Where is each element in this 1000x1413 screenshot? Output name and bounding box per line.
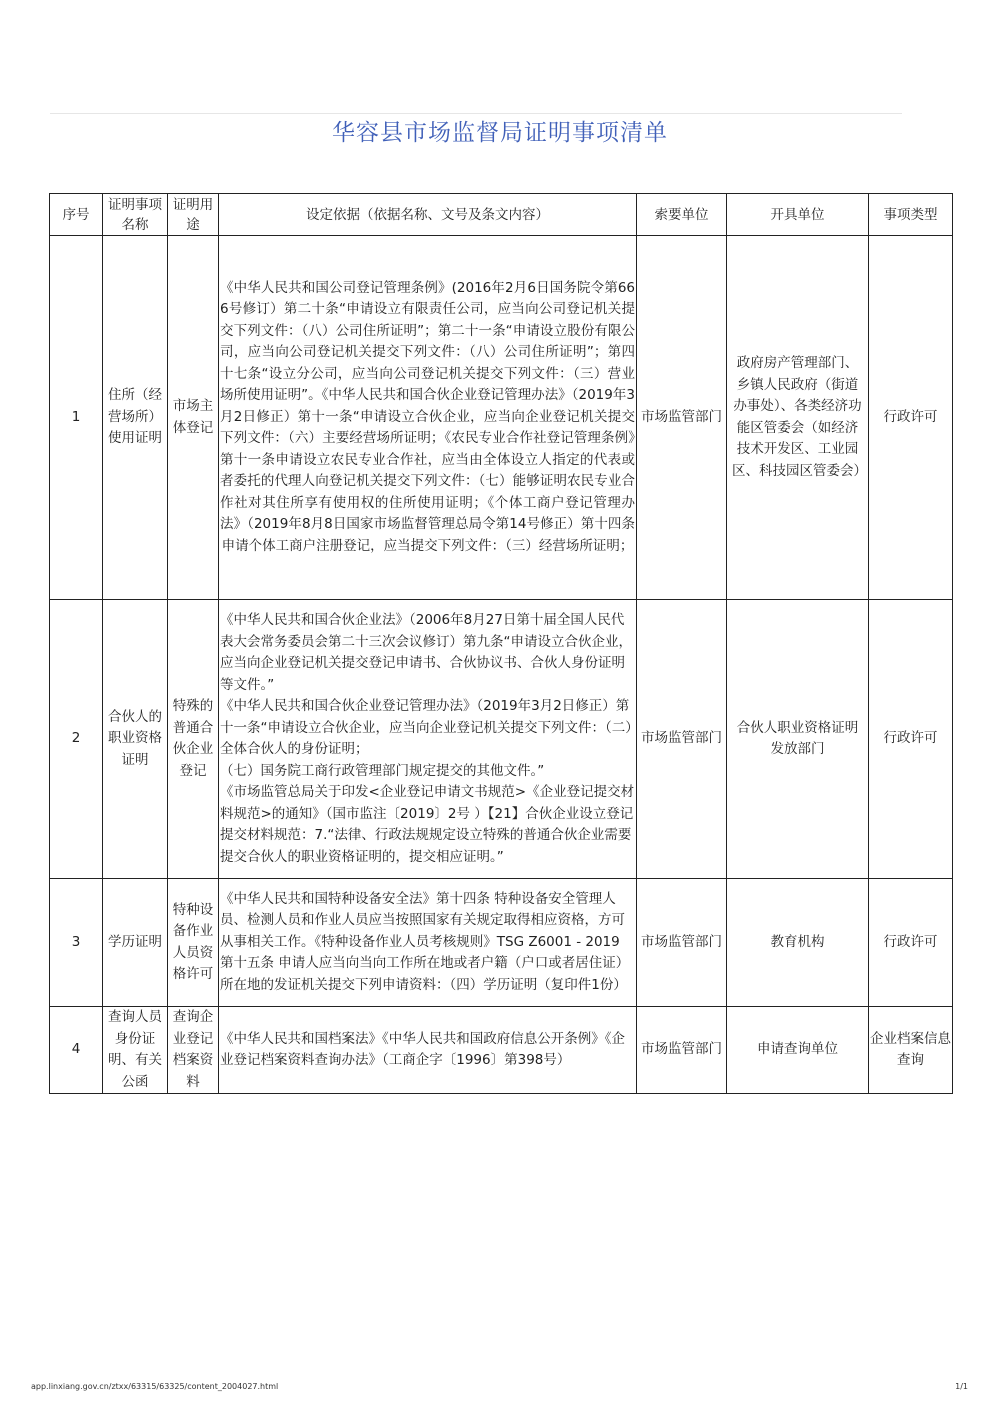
- row-requester: 市场监管部门: [637, 1007, 727, 1094]
- row-item-name: 学历证明: [103, 879, 168, 1007]
- row-purpose: 查询企业登记档案资料: [168, 1007, 219, 1094]
- table-row: [50, 236, 953, 600]
- header-purpose: 证明用途: [168, 194, 219, 236]
- footer-page-number: 1/1: [955, 1382, 968, 1391]
- row-seq: 1: [50, 236, 103, 600]
- row-seq: 4: [50, 1007, 103, 1094]
- row-requester: 市场监管部门: [637, 600, 727, 879]
- row-basis: [219, 879, 637, 1007]
- basis-paragraph: （七）国务院工商行政管理部门规定提交的其他文件。”: [220, 762, 545, 779]
- certification-items-table: [49, 193, 953, 1094]
- row-issuer: 教育机构: [727, 879, 869, 1007]
- header-issuer: 开具单位: [727, 194, 869, 236]
- row-basis: [219, 1007, 637, 1094]
- table-row: [50, 600, 953, 879]
- header-item-name: 证明事项名称: [103, 194, 168, 236]
- header-requester: 索要单位: [637, 194, 727, 236]
- row-item-type: 行政许可: [869, 600, 953, 879]
- table-row: [50, 1007, 953, 1094]
- row-purpose: 市场主体登记: [168, 236, 219, 600]
- table-header-row: [50, 194, 953, 236]
- table-row: [50, 879, 953, 1007]
- row-issuer: 合伙人职业资格证明发放部门: [727, 600, 869, 879]
- header-seq: 序号: [50, 194, 103, 236]
- basis-paragraph: 《中华人民共和国合伙企业法》（2006年8月27日第十届全国人民代表大会常务委员会第二十三次会议修订）第九条“申请设立合伙企业，应当向企业登记机关提交登记申请书、合伙协议书、合伙人身份证明等文件。”: [220, 612, 632, 693]
- basis-paragraph: 《中华人民共和国合伙企业登记管理办法》（2019年3月2日修正）第十一条“申请设立合伙企业，应当向企业登记机关提交下列文件：（二）全体合伙人的身份证明；: [220, 698, 632, 757]
- row-issuer: 政府房产管理部门、乡镇人民政府（街道办事处）、各类经济功能区管委会（如经济技术开发区、工业园区、科技园区管委会）: [727, 236, 869, 600]
- row-seq: 3: [50, 879, 103, 1007]
- row-basis: [219, 600, 637, 879]
- row-purpose: 特种设备作业人员资格许可: [168, 879, 219, 1007]
- row-item-name: 合伙人的职业资格证明: [103, 600, 168, 879]
- basis-paragraph: 《中华人民共和国特种设备安全法》第十四条 特种设备安全管理人员、检测人员和作业人员应当按照国家有关规定取得相应资格，方可从事相关工作。《特种设备作业人员考核规则》TSG Z6001 - 2019 第十五条 申请人应当向当向工作所在地或者户籍（户口或者居住证）所在地的发证机关提交下列申请资料：（四）学历证明（复印件1份）: [220, 890, 630, 993]
- row-item-name: 住所（经营场所）使用证明: [103, 236, 168, 600]
- page-title: 华容县市场监督局证明事项清单: [332, 120, 668, 146]
- basis-paragraph: 《中华人民共和国档案法》《中华人民共和国政府信息公开条例》《企业登记档案资料查询办法》（工商企字〔1996〕第398号）: [220, 1030, 625, 1068]
- row-item-type: 企业档案信息查询: [869, 1007, 953, 1094]
- row-item-type: 行政许可: [869, 236, 953, 600]
- basis-paragraph: 《市场监管总局关于印发<企业登记申请文书规范>《企业登记提交材料规范>的通知》（国市监注〔2019〕2号 ）【21】合伙企业设立登记提交材料规范：7.“法律、行政法规规定设立特殊的普通合伙企业需要提交合伙人的职业资格证明的，提交相应证明。”: [220, 784, 635, 865]
- row-item-name: 查询人员身份证明、有关公函: [103, 1007, 168, 1094]
- row-item-type: 行政许可: [869, 879, 953, 1007]
- header-basis: 设定依据（依据名称、文号及条文内容）: [219, 194, 637, 236]
- row-purpose: 特殊的普通合伙企业登记: [168, 600, 219, 879]
- row-basis: [219, 236, 637, 600]
- basis-paragraph: 《中华人民共和国公司登记管理条例》(2016年2月6日国务院令第666号修订）第二十条“申请设立有限责任公司，应当向公司登记机关提交下列文件：（八）公司住所证明”；第二十一条“申请设立股份有限公司，应当向公司登记机关提交下列文件：（八）公司住所证明”；第四十七条“设立分公司，应当向公司登记机关提交下列文件：（三）营业场所使用证明”。《中华人民共和国合伙企业登记管理办法》（2019年3月2日修正）第十一条“申请设立合伙企业，应当向企业登记机关提交下列文件：（六）主要经营场所证明；《农民专业合作社登记管理条例》第十一条申请设立农民专业合作社，应当由全体设立人指定的代表或者委托的代理人向登记机关提交下列文件：（七）能够证明农民专业合作社对其住所享有使用权的住所使用证明；《个体工商户登记管理办法》（2019年8月8日国家市场监督管理总局令第14号修正）第十四条申请个体工商户注册登记，应当提交下列文件：（三）经营场所证明；: [220, 279, 635, 554]
- row-seq: 2: [50, 600, 103, 879]
- header-item-type: 事项类型: [869, 194, 953, 236]
- row-requester: 市场监管部门: [637, 236, 727, 600]
- row-requester: 市场监管部门: [637, 879, 727, 1007]
- footer-url: app.linxiang.gov.cn/ztxx/63315/63325/content_2004027.html: [31, 1382, 279, 1391]
- row-issuer: 申请查询单位: [727, 1007, 869, 1094]
